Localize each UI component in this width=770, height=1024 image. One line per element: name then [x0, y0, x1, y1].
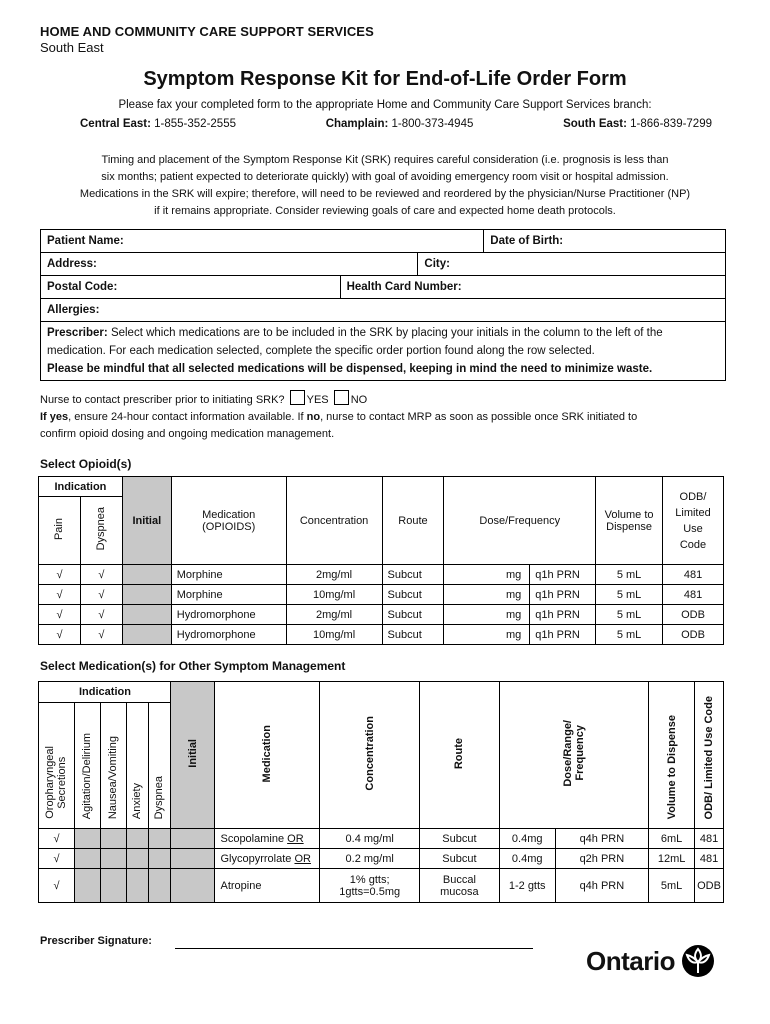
initial-input[interactable] [122, 625, 171, 645]
dose-input[interactable]: mg [444, 605, 530, 625]
volume-header: Volume to Dispense [649, 682, 695, 829]
branch-south-east: South East: 1-866-839-7299 [563, 118, 712, 130]
no-checkbox[interactable] [334, 390, 349, 405]
dose-range-frequency-header: Dose/Range/ Frequency [499, 682, 648, 829]
table-row: √ √ Morphine 2mg/ml Subcut mg q1h PRN 5 mL 481 [39, 565, 724, 585]
odb-header: ODB/ Limited Use Code [695, 682, 724, 829]
concentration-header: Concentration [286, 477, 382, 565]
page-title: Symptom Response Kit for End-of-Life Order Form [143, 68, 627, 90]
initial-input[interactable] [170, 829, 215, 849]
health-card-field[interactable]: Health Card Number: [340, 276, 725, 299]
table-row: √ √ Hydromorphone 10mg/ml Subcut mg q1h PRN 5 mL ODB [39, 625, 724, 645]
dose-input[interactable]: mg [444, 585, 530, 605]
table-row: √ Atropine 1% gtts; 1gtts=0.5mg Buccal mucosa 1-2 gtts q4h PRN 5mL ODB [39, 869, 724, 903]
oropharyngeal-header: Oropharyngeal Secretions [39, 703, 75, 829]
allergies-field[interactable]: Allergies: [41, 299, 726, 322]
prescriber-instructions: Prescriber: Select which medications are to be included in the SRK by placing your initials in the column to the left of the medication. For each medication selected, complete the specific order portion found along the row selected. Please be mindful that all selected medications will be dispensed, keeping in mind the need to minimize waste. [41, 322, 726, 381]
route-header: Route [420, 682, 500, 829]
branch-phone-list [80, 118, 712, 130]
yes-checkbox[interactable] [290, 390, 305, 405]
branch-champlain: Champlain: 1-800-373-4945 [325, 118, 474, 130]
ontario-logo [586, 944, 715, 978]
date-of-birth-field[interactable]: Date of Birth: [484, 230, 726, 253]
initial-input[interactable] [170, 869, 215, 903]
fax-instruction: Please fax your completed form to the appropriate Home and Community Care Support Services branch: [118, 99, 652, 111]
table-row: √ √ Hydromorphone 2mg/ml Subcut mg q1h PRN 5 mL ODB [39, 605, 724, 625]
table-row: √ √ Morphine 10mg/ml Subcut mg q1h PRN 5 mL 481 [39, 585, 724, 605]
dyspnea-header: Dyspnea [80, 497, 122, 565]
address-field[interactable]: Address: [41, 253, 418, 276]
city-field[interactable]: City: [418, 253, 726, 276]
concentration-header: Concentration [320, 682, 420, 829]
branch-central-east: Central East: 1-855-352-2555 [80, 118, 236, 130]
medication-header: Medication [215, 682, 320, 829]
dose-input[interactable]: mg [444, 565, 530, 585]
ontario-wordmark: Ontario [586, 945, 675, 976]
nurse-contact-section: Nurse to contact prescriber prior to initiating SRK? YES NO If yes, ensure 24-hour contact information available. If no, nurse to contact MRP as soon as possible once SRK initiated to confirm opioid dosing and ongoing medication management. [40, 390, 730, 443]
signature-line[interactable] [175, 948, 533, 949]
initial-input[interactable] [170, 849, 215, 869]
odb-header: ODB/ Limited Use Code [663, 477, 724, 565]
initial-input[interactable] [122, 565, 171, 585]
indication-header: Indication [39, 682, 171, 703]
initial-header: Initial [122, 477, 171, 565]
organization-name: HOME AND COMMUNITY CARE SUPPORT SERVICES [40, 24, 374, 39]
dyspnea-header: Dyspnea [148, 703, 170, 829]
table-row: √ Scopolamine OR 0.4 mg/ml Subcut 0.4mg q4h PRN 6mL 481 [39, 829, 724, 849]
medication-header: Medication (OPIOIDS) [171, 477, 286, 565]
trillium-icon [681, 944, 715, 978]
dose-input[interactable]: mg [444, 625, 530, 645]
pain-header: Pain [39, 497, 81, 565]
postal-code-field[interactable]: Postal Code: [41, 276, 341, 299]
opioids-table [38, 476, 724, 645]
dose-frequency-header: Dose/Frequency [444, 477, 596, 565]
agitation-header: Agitation/Delirium [74, 703, 100, 829]
other-meds-table [38, 681, 724, 903]
nausea-header: Nausea/Vomiting [100, 703, 126, 829]
volume-header: Volume to Dispense [596, 477, 663, 565]
opioids-section-title: Select Opioid(s) [40, 457, 132, 471]
initial-input[interactable] [122, 585, 171, 605]
initial-header: Initial [170, 682, 215, 829]
route-header: Route [382, 477, 444, 565]
anxiety-header: Anxiety [126, 703, 148, 829]
patient-name-field[interactable]: Patient Name: [41, 230, 484, 253]
table-row: √ Glycopyrrolate OR 0.2 mg/ml Subcut 0.4mg q2h PRN 12mL 481 [39, 849, 724, 869]
initial-input[interactable] [122, 605, 171, 625]
signature-label: Prescriber Signature: [40, 935, 152, 947]
other-meds-section-title: Select Medication(s) for Other Symptom Management [40, 659, 346, 673]
timing-notice: Timing and placement of the Symptom Response Kit (SRK) requires careful consideration (i.e. prognosis is less than six months; patient expected to deteriorate quickly) with goal of avoiding emergency room visit or hospital admission. Medications in the SRK will expire; therefore, will need to be reviewed and reordered by the physician/Nurse Practitioner (NP) if it remains appropriate. Consider reviewing goals of care and expected home death protocols. [79, 154, 691, 217]
indication-header: Indication [39, 477, 123, 497]
organization-region: South East [40, 40, 104, 55]
patient-info-table [40, 229, 726, 381]
